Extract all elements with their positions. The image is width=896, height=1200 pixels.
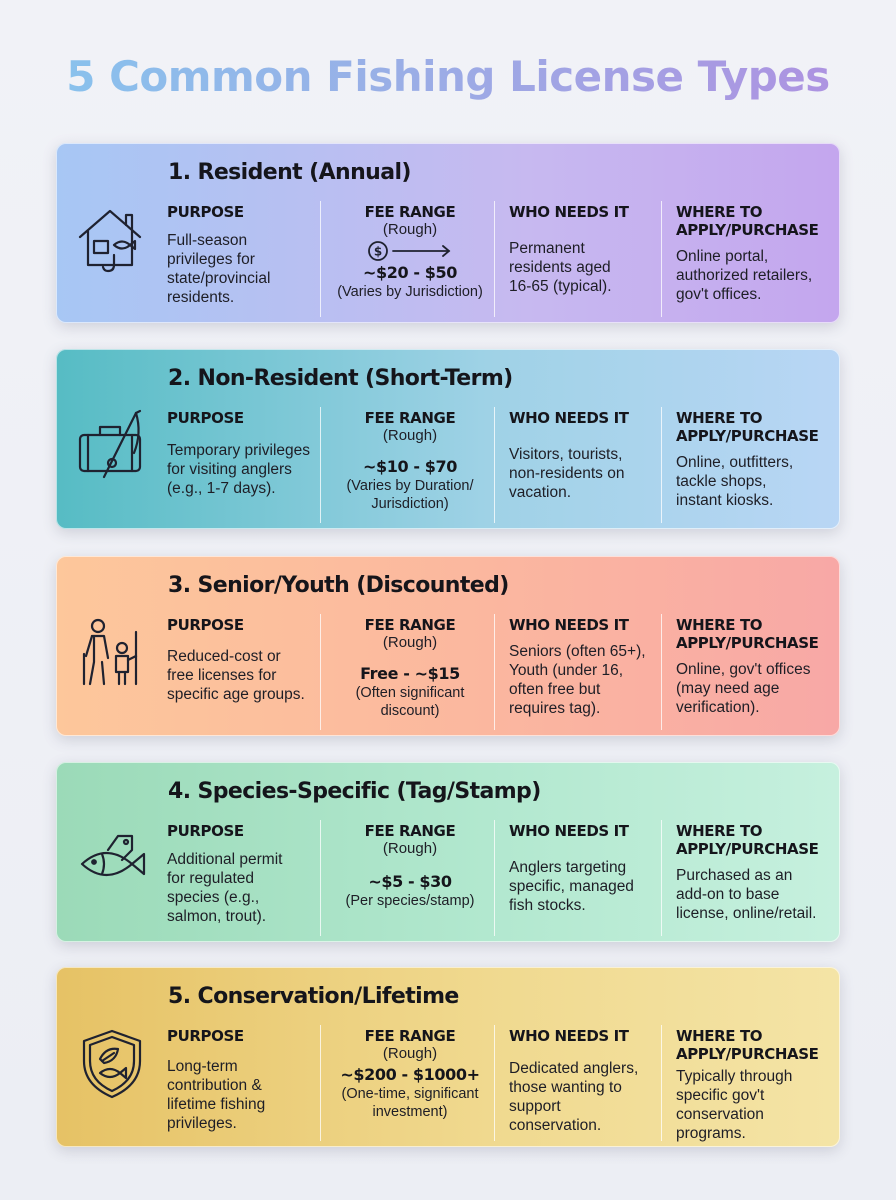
where-header: WHERE TO APPLY/PURCHASE [676, 1027, 819, 1063]
fee-value: ~$200 - $1000+ [340, 1065, 480, 1084]
dollar-coin-arrow-icon [326, 239, 494, 263]
who-text: Dedicated anglers, those wanting to support conservation. [509, 1060, 639, 1134]
fee-value: ~$20 - $50 [363, 263, 457, 282]
fee-note: (One-time, significant investment) [341, 1086, 479, 1120]
fee-header: FEE RANGE [364, 1027, 456, 1045]
purpose-column [167, 203, 325, 307]
fee-note: (Varies by Jurisdiction) [337, 284, 483, 300]
purpose-text: Long-term contribution & lifetime fishing privileges. [167, 1058, 266, 1132]
card-title: 2. Non-Resident (Short-Term) [168, 366, 513, 391]
fee-value: ~$5 - $30 [368, 872, 452, 891]
where-header: WHERE TO APPLY/PURCHASE [676, 203, 819, 239]
purpose-header: PURPOSE [167, 616, 244, 634]
where-column [676, 203, 836, 304]
where-text: Online portal, authorized retailers, gov't offices. [676, 248, 813, 303]
fee-column [326, 1027, 494, 1121]
where-text: Typically through specific gov't conservation programs. [676, 1068, 793, 1142]
license-card-senior-youth [56, 556, 840, 736]
where-column [676, 1027, 836, 1143]
card-title: 5. Conservation/Lifetime [168, 984, 459, 1009]
license-card-non-resident [56, 349, 840, 529]
column-divider [661, 407, 662, 523]
column-divider [494, 1025, 495, 1141]
fee-column [326, 409, 494, 513]
who-header: WHO NEEDS IT [509, 822, 629, 840]
who-column [509, 203, 659, 296]
purpose-column [167, 822, 325, 926]
purpose-header: PURPOSE [167, 409, 244, 427]
license-card-conservation-lifetime [56, 967, 840, 1147]
who-header: WHO NEEDS IT [509, 616, 629, 634]
card-title: 4. Species-Specific (Tag/Stamp) [168, 779, 541, 804]
fee-column [326, 203, 494, 301]
who-column [509, 616, 659, 718]
column-divider [494, 820, 495, 936]
column-divider [661, 820, 662, 936]
purpose-column [167, 1027, 325, 1133]
fee-subheader: (Rough) [382, 221, 438, 238]
fish-tag-icon [74, 820, 150, 896]
purpose-column [167, 409, 325, 498]
where-header: WHERE TO APPLY/PURCHASE [676, 409, 819, 445]
column-divider [494, 407, 495, 523]
fee-subheader: (Rough) [382, 840, 438, 857]
who-column [509, 409, 659, 502]
purpose-header: PURPOSE [167, 1027, 244, 1045]
where-header: WHERE TO APPLY/PURCHASE [676, 616, 819, 652]
column-divider [494, 201, 495, 317]
column-divider [494, 614, 495, 730]
column-divider [661, 1025, 662, 1141]
card-title: 3. Senior/Youth (Discounted) [168, 573, 509, 598]
fee-column [326, 616, 494, 720]
who-header: WHO NEEDS IT [509, 203, 629, 221]
senior-youth-icon [74, 614, 150, 690]
who-text: Seniors (often 65+), Youth (under 16, often free but requires tag). [509, 643, 646, 717]
fee-column [326, 822, 494, 910]
fee-header: FEE RANGE [364, 822, 456, 840]
fee-header: FEE RANGE [364, 203, 456, 221]
svg-text:$: $ [373, 244, 383, 259]
license-card-species-specific [56, 762, 840, 942]
where-column [676, 616, 836, 717]
where-text: Online, outfitters, tackle shops, instant kiosks. [676, 454, 794, 509]
column-divider [661, 614, 662, 730]
fee-note: (Varies by Duration/ Jurisdiction) [346, 478, 474, 512]
where-header: WHERE TO APPLY/PURCHASE [676, 822, 819, 858]
purpose-text: Reduced-cost or free licenses for specific age groups. [167, 648, 305, 703]
who-text: Visitors, tourists, non-residents on vacation. [509, 446, 625, 501]
page-title: 5 Common Fishing License Types [0, 52, 896, 101]
who-column [509, 822, 659, 915]
shield-fish-leaf-icon [74, 1025, 150, 1101]
purpose-header: PURPOSE [167, 203, 244, 221]
fee-note: (Per species/stamp) [345, 893, 475, 909]
fee-subheader: (Rough) [382, 634, 438, 651]
where-column [676, 822, 836, 923]
purpose-text: Full-season privileges for state/provincial residents. [167, 232, 271, 306]
purpose-header: PURPOSE [167, 822, 244, 840]
purpose-text: Additional permit for regulated species (e.g., salmon, trout). [167, 851, 283, 925]
who-text: Permanent residents aged 16-65 (typical). [509, 240, 612, 295]
who-header: WHO NEEDS IT [509, 1027, 629, 1045]
where-text: Online, gov't offices (may need age verification). [676, 661, 811, 716]
suitcase-fishing-rod-icon [74, 407, 150, 483]
who-column [509, 1027, 659, 1135]
fee-value: ~$10 - $70 [363, 457, 457, 476]
column-divider [661, 201, 662, 317]
who-header: WHO NEEDS IT [509, 409, 629, 427]
fee-header: FEE RANGE [364, 409, 456, 427]
fee-header: FEE RANGE [364, 616, 456, 634]
purpose-text: Temporary privileges for visiting anglers (e.g., 1-7 days). [167, 442, 310, 497]
who-text: Anglers targeting specific, managed fish stocks. [509, 859, 634, 914]
card-title: 1. Resident (Annual) [168, 160, 411, 185]
license-card-resident [56, 143, 840, 323]
house-fishhook-icon [74, 201, 150, 277]
where-text: Purchased as an add-on to base license, online/retail. [676, 867, 817, 922]
fee-value: Free - ~$15 [360, 664, 460, 683]
fee-subheader: (Rough) [382, 1045, 438, 1062]
purpose-column [167, 616, 325, 704]
fee-subheader: (Rough) [382, 427, 438, 444]
fee-note: (Often significant discount) [355, 685, 465, 719]
where-column [676, 409, 836, 510]
